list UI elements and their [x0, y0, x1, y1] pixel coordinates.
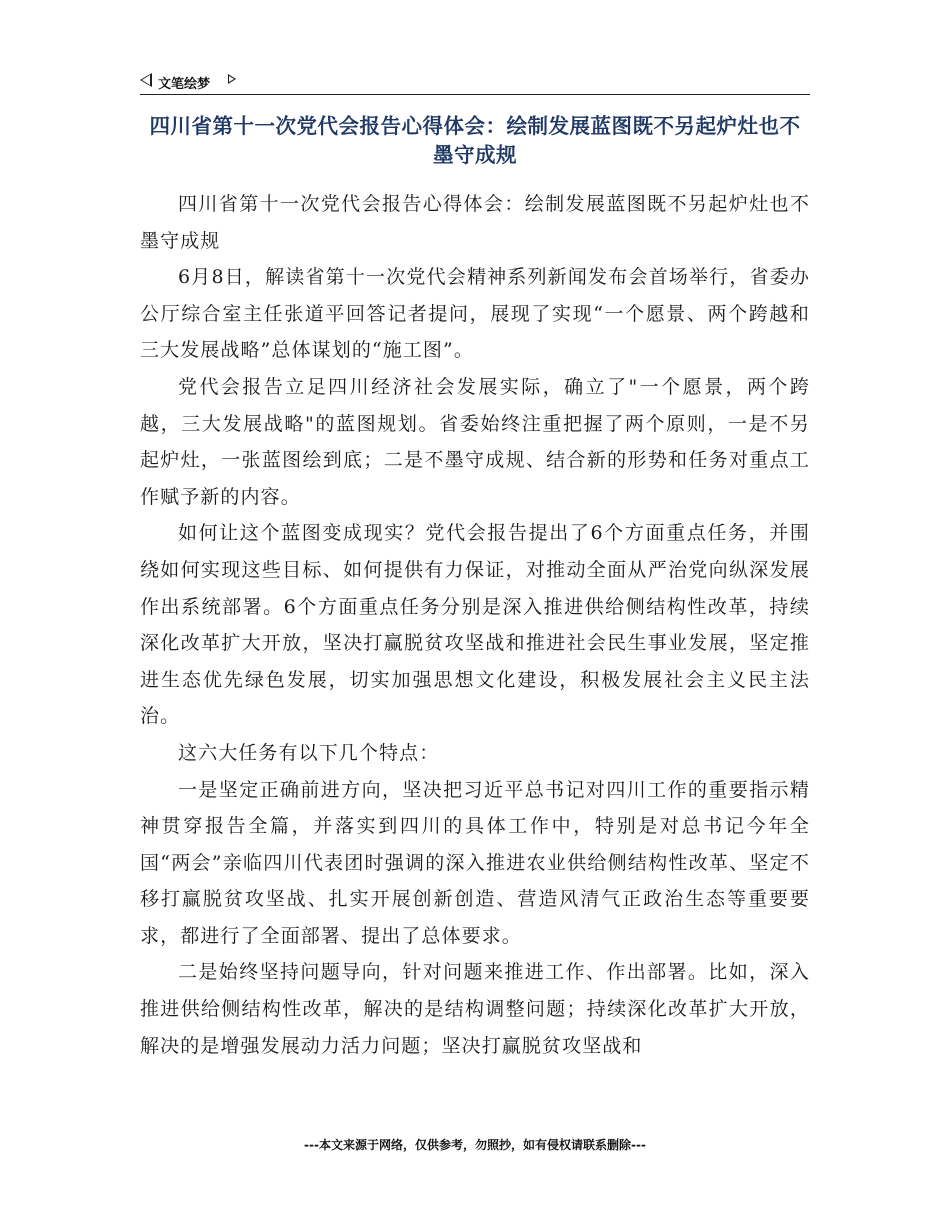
document-title: 四川省第十一次党代会报告心得体会：绘制发展蓝图既不另起炉灶也不墨守成规: [149, 114, 801, 167]
paragraph: 四川省第十一次党代会报告心得体会：绘制发展蓝图既不另起炉灶也不墨守成规: [140, 193, 810, 252]
page-header: [140, 70, 810, 95]
paragraph: 如何让这个蓝图变成现实？党代会报告提出了6个方面重点任务，并围绕如何实现这些目标、如何提供有力保证，对推动全面从严治党向纵深发展作出系统部署。6个方面重点任务分别是深入推进供给侧结构性改革，持续深化改革扩大开放，坚决打赢脱贫攻坚战和推进社会民生事业发展，坚定推进生态优先绿色发展，切实加强思想文化建设，积极发展社会主义民主法治。: [140, 522, 810, 728]
brand-label: 文笔绘梦: [158, 77, 211, 92]
paragraph: 一是坚定正确前进方向，坚决把习近平总书记对四川工作的重要指示精神贯穿报告全篇，并落实到四川的具体工作中，特别是对总书记今年全国“两会”亲临四川代表团时强调的深入推进农业供给侧结构性改革、坚定不移打赢脱贫攻坚战、扎实开展创新创造、营造风清气正政治生态等重要要求，都进行了全面部署、提出了总体要求。: [140, 778, 810, 947]
document-body: [140, 186, 810, 1064]
footer-notice: ---本文来源于网络，仅供参考，勿照抄，如有侵权请联系删除---: [304, 1138, 646, 1152]
paragraph: 二是始终坚持问题导向，针对问题来推进工作、作出部署。比如，深入推进供给侧结构性改革，解决的是结构调整问题；持续深化改革扩大开放，解决的是增强发展动力活力问题；坚决打赢脱贫攻坚战和: [140, 961, 810, 1057]
triangle-left-icon: [140, 73, 152, 87]
paragraph: 党代会报告立足四川经济社会发展实际，确立了"一个愿景，两个跨越，三大发展战略"的蓝图规划。省委始终注重把握了两个原则，一是不另起炉灶，一张蓝图绘到底；二是不墨守成规、结合新的形势和任务对重点工作赋予新的内容。: [140, 375, 810, 508]
triangle-right-icon: [228, 74, 236, 84]
paragraph: 这六大任务有以下几个特点：: [178, 741, 440, 764]
paragraph: 6月8日，解读省第十一次党代会精神系列新闻发布会首场举行，省委办公厅综合室主任张道平回答记者提问，展现了实现“一个愿景、两个跨越和三大发展战略”总体谋划的“施工图”。: [140, 266, 810, 362]
